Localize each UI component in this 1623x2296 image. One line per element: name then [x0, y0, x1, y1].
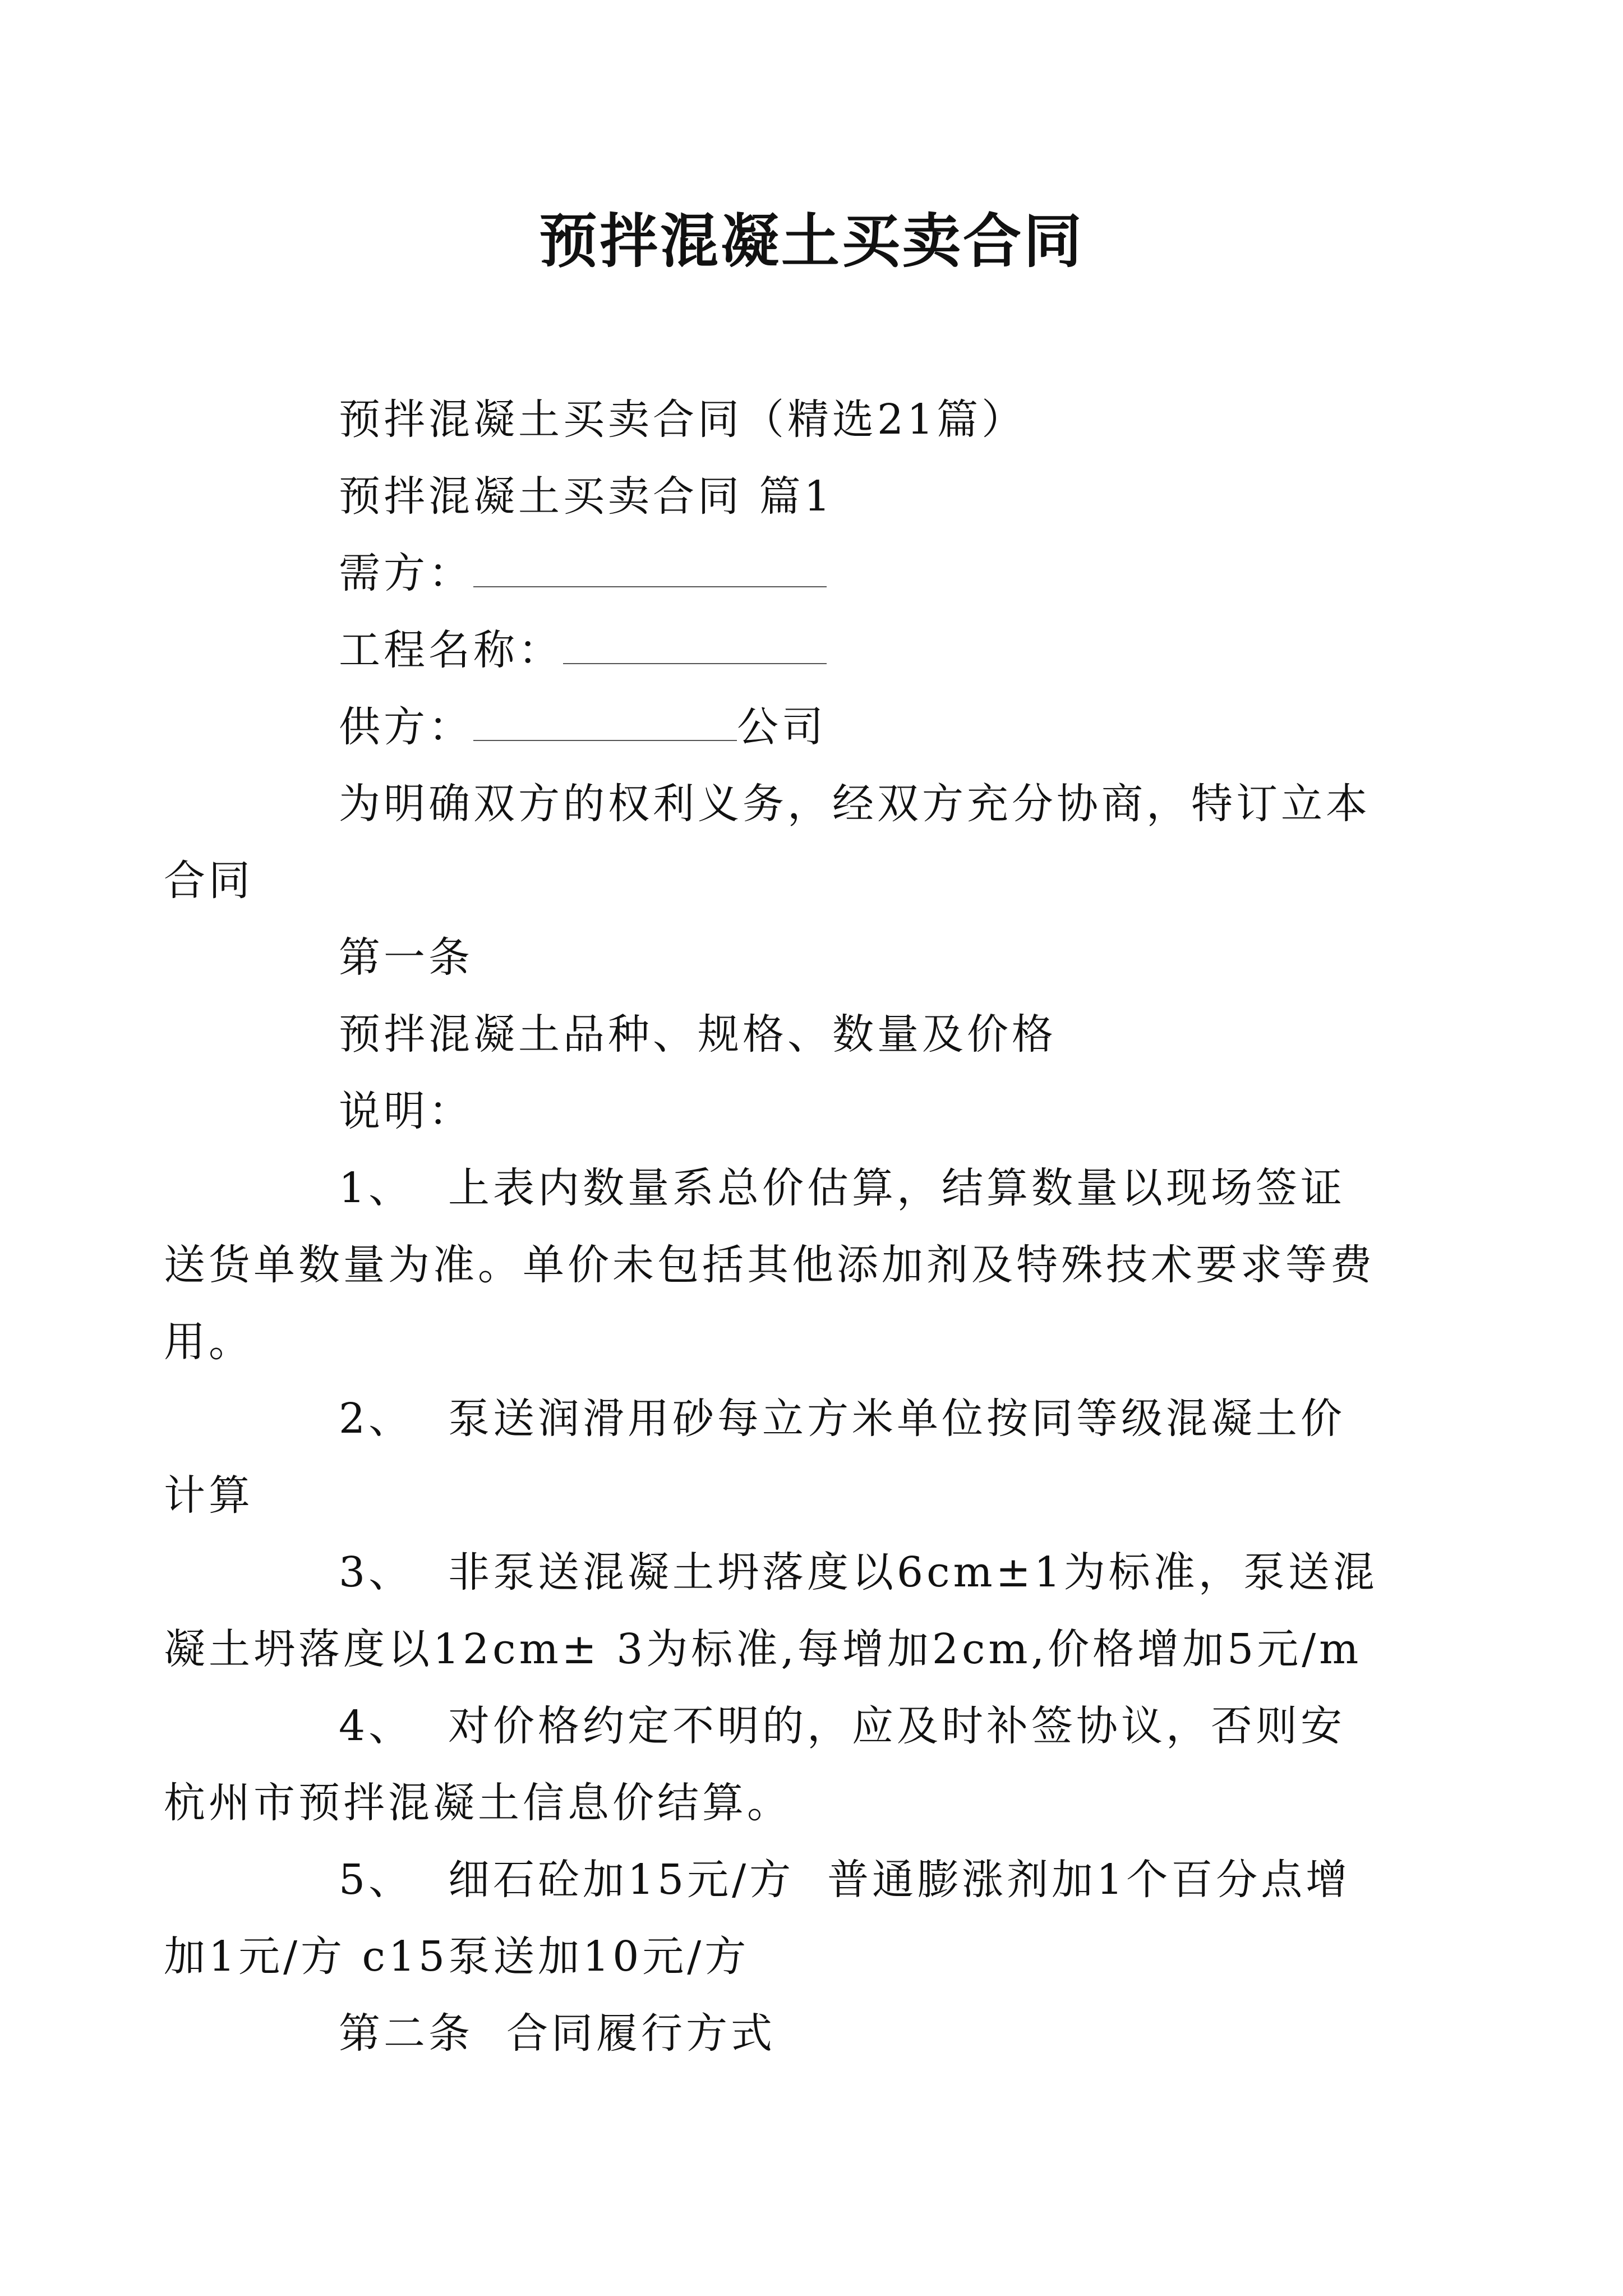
paragraph-chapter-heading: 预拌混凝土买卖合同 篇1	[339, 472, 834, 521]
project-name-line	[251, 612, 1390, 689]
notes-heading: 说明：	[339, 1087, 473, 1135]
paragraph-subtitle: 预拌混凝土买卖合同（精选21篇）	[339, 395, 1027, 444]
note-item-5-number: 5、	[339, 1856, 414, 1904]
article-one-subject: 预拌混凝土品种、规格、数量及价格	[339, 1010, 1057, 1059]
paragraph-purpose: 为明确双方的权利义务，经双方充分协商，特订立本合同	[164, 780, 1371, 905]
supplier-line	[251, 689, 1390, 766]
document-body	[164, 381, 1390, 2072]
project-name-blank	[563, 629, 827, 664]
note-item-2	[164, 1381, 1390, 1534]
note-item-4-number: 4、	[339, 1702, 414, 1750]
supplier-suffix: 公司	[737, 703, 827, 751]
supplier-label: 供方：	[339, 703, 473, 751]
article-one-heading: 第一条	[339, 933, 473, 982]
buyer-label: 需方：	[339, 549, 473, 597]
buyer-line	[251, 535, 1390, 612]
document-title: 预拌混凝土买卖合同	[538, 206, 1084, 275]
buyer-blank	[473, 553, 827, 587]
note-item-2-text: 泵送润滑用砂每立方米单位按同等级混凝土价计算	[164, 1395, 1345, 1520]
note-item-3	[164, 1534, 1390, 1688]
note-item-1-number: 1、	[339, 1164, 414, 1212]
note-item-1	[164, 1150, 1390, 1381]
note-item-1-text: 上表内数量系总价估算，结算数量以现场签证送货单数量为准。单价未包括其他添加剂及特殊技术要求等费用。	[164, 1164, 1375, 1366]
supplier-blank	[473, 706, 737, 741]
note-item-3-number: 3、	[339, 1548, 414, 1596]
note-item-4	[164, 1688, 1390, 1842]
note-item-2-number: 2、	[339, 1395, 414, 1443]
project-name-label: 工程名称：	[339, 626, 563, 674]
note-item-4-text: 对价格约定不明的，应及时补签协议，否则安杭州市预拌混凝土信息价结算。	[164, 1702, 1345, 1827]
note-item-3-text: 非泵送混凝土坍落度以6cm±1为标准，泵送混凝土坍落度以12cm± 3为标准,每增加2cm,价格增加5元/m	[164, 1548, 1378, 1673]
article-two-heading: 第二条 合同履行方式	[339, 2009, 776, 2058]
note-item-5-text: 细石砼加15元/方 普通膨涨剂加1个百分点增加1元/方 c15泵送加10元/方	[164, 1856, 1351, 1981]
note-item-5	[164, 1842, 1390, 1995]
